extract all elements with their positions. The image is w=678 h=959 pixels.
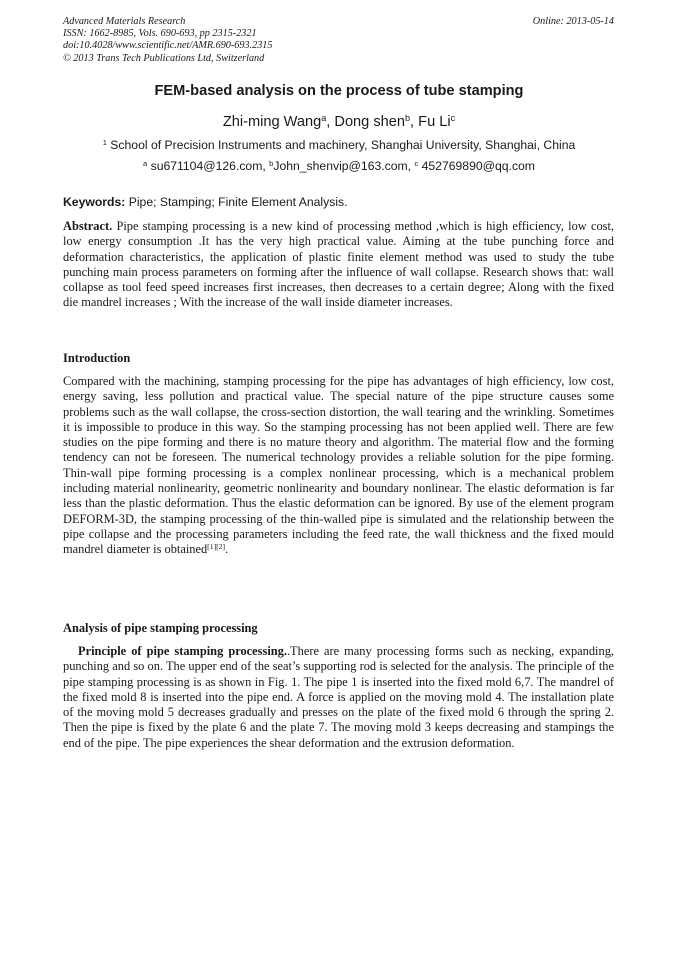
analysis-lead: Principle of pipe stamping processing. bbox=[78, 644, 287, 658]
email-mark: a bbox=[143, 158, 148, 168]
author-name: Fu Li bbox=[418, 114, 451, 130]
author-name: Zhi-ming Wang bbox=[222, 114, 322, 130]
keywords-label: Keywords: bbox=[63, 195, 126, 209]
author-mark: b bbox=[405, 113, 411, 124]
introduction-paragraph bbox=[63, 374, 614, 558]
analysis-paragraph bbox=[63, 644, 614, 751]
email-address[interactable]: 452769890@qq.com bbox=[418, 159, 535, 173]
introduction-text: Compared with the machining, stamping processing for the pipe has advantages of high efficiency, low cost, energy saving, less pollution and practical value. The special nature of the pipe structure causes some problems such as the wall collapse, the cross-section distortion, the wall tearing and the wrinkling. Sometimes it is impossible to produce in this way. So the stamping processing has not been applied well. There are few studies on the pipe forming and there is no mature theory and algorithm. The material flow and the forming tendency can not be foreseen. The numerical technology provides a reliable solution for the pipe forming. Thin-wall pipe forming processing is a complex nonlinear processing, which is a mechanical problem including material nonlinearity, geometric nonlinearity and boundary nonlinear. The elastic deformation is far less than the plastic deformation. Thus the elastic deformation can be ignored. By use of the element program DEFORM-3D, the stamping processing of the thin-walled pipe is simulated and the relationship between the pipe collapse and the processing parameters including the feed rate, the wall thickness and the fixed mould mandrel diameter is obtained bbox=[63, 374, 614, 557]
journal-doi[interactable]: doi:10.4028/www.scientific.net/AMR.690-693.2315 bbox=[63, 40, 273, 52]
author-name: Dong shen bbox=[334, 114, 405, 130]
abstract-text: Pipe stamping processing is a new kind of processing method ,which is high efficiency, low cost, low energy consumption .It has the very high practical value. Aiming at the tube punching force and deformation characteristics, the application of plastic finite element method was used to study the tube punching main process parameters on forming after the influence of wall collapse. Research shows that: wall collapse as tool feed speed increases first increases, then decreases to a certain degree; Along with the fixed die mandrel increases ; With the increase of the wall inside diameter increases. bbox=[63, 219, 614, 310]
online-date: Online: 2013-05-14 bbox=[532, 16, 614, 27]
author-mark: c bbox=[450, 113, 456, 124]
keywords-text: Pipe; Stamping; Finite Element Analysis. bbox=[125, 195, 348, 209]
author-separator: , bbox=[410, 114, 419, 130]
section-heading-analysis: Analysis of pipe stamping processing bbox=[63, 621, 258, 635]
email-address[interactable]: John_shenvip@163.com, bbox=[273, 159, 415, 173]
section-heading-introduction: Introduction bbox=[63, 351, 131, 365]
abstract-label: Abstract. bbox=[63, 219, 113, 233]
paper-title: FEM-based analysis on the process of tube stamping bbox=[154, 83, 524, 99]
citation[interactable]: [1][2] bbox=[207, 542, 226, 552]
journal-name: Advanced Materials Research bbox=[63, 16, 186, 27]
analysis-text: .There are many processing forms such as necking, expanding, punching and so on. The upper end of the seat’s supporting rod is selected for the analysis. The principle of the pipe stamping processing is as shown in Fig. 1. The pipe 1 is inserted into the fixed mold 6,7. The mandrel of the fixed mold 8 is inserted into the pipe end. A force is applied on the moving mold 4. The installation plate of the moving mold 5 decreases gradually and presses on the plate of the fixed mold 6 through the spring 2. Then the pipe is fixed by the plate 6 and the plate 7. The moving mold 3 keeps decreasing and stampings the end of the pipe. The pipe experiences the shear deformation and the extrusion deformation. bbox=[63, 644, 614, 750]
affiliation-mark: 1 bbox=[102, 137, 107, 147]
email-mark: b bbox=[269, 158, 274, 168]
email-address[interactable]: su671104@126.com, bbox=[147, 159, 270, 173]
author-separator: , bbox=[326, 114, 335, 130]
keywords bbox=[63, 195, 348, 210]
affiliation-text: School of Precision Instruments and machinery, Shanghai University, Shanghai, China bbox=[106, 138, 576, 152]
introduction-end: . bbox=[225, 542, 229, 557]
journal-copyright: © 2013 Trans Tech Publications Ltd, Switzerland bbox=[63, 52, 265, 64]
journal-header bbox=[63, 16, 272, 65]
journal-issn: ISSN: 1662-8985, Vols. 690-693, pp 2315-2321 bbox=[63, 28, 257, 40]
affiliation bbox=[0, 138, 678, 153]
email-mark: c bbox=[414, 158, 419, 168]
author-mark: a bbox=[321, 113, 327, 124]
abstract bbox=[63, 219, 614, 311]
email-list bbox=[0, 159, 678, 174]
author-list bbox=[0, 113, 678, 131]
